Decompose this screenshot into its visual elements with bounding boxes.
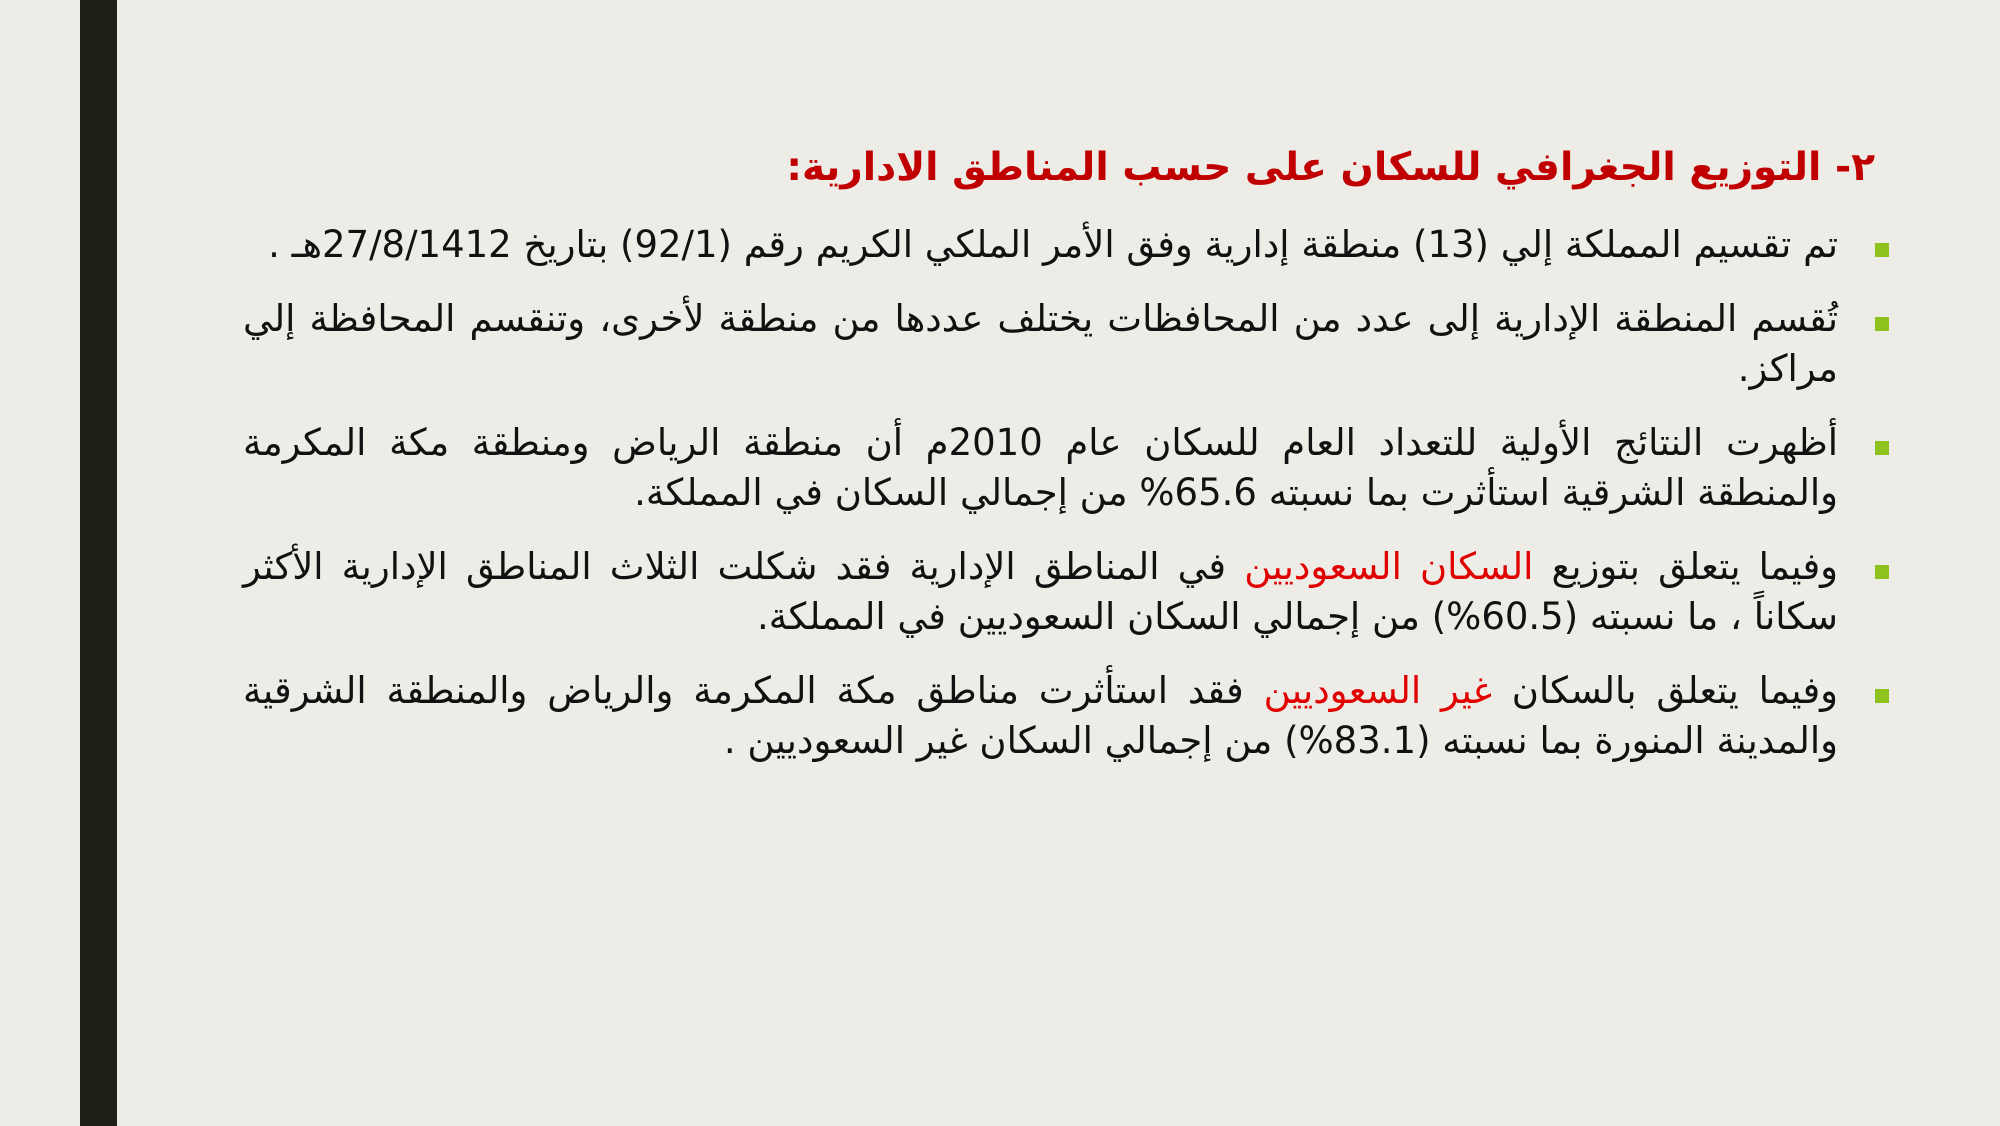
bullet-item (243, 542, 1903, 642)
bullet-text: تم تقسيم المملكة إلي (13) منطقة إدارية وفق الأمر الملكي الكريم رقم (92/1) بتاريخ 27/8/1412هـ . (268, 223, 1838, 266)
square-bullet-icon (1875, 317, 1889, 331)
bullet-text: أظهرت النتائج الأولية للتعداد العام للسكان عام 2010م أن منطقة الرياض ومنطقة مكة المكرمة والمنطقة الشرقية استأثرت بما نسبته 65.6% من إجمالي السكان في المملكة. (243, 421, 1838, 514)
square-bullet-icon (1875, 243, 1889, 257)
square-bullet-icon (1875, 689, 1889, 703)
bullet-text-end: فقد استأثرت مناطق مكة المكرمة والرياض والمنطقة الشرقية والمدينة المنورة بما نسبته (83.1%) من إجمالي السكان غير السعوديين . (243, 669, 1838, 762)
left-accent-bar (80, 0, 117, 1126)
bullet-text-start: وفيما يتعلق بتوزيع (1533, 545, 1838, 588)
bullet-item (243, 418, 1903, 518)
square-bullet-icon (1875, 441, 1889, 455)
bullet-item (243, 294, 1903, 394)
bullet-text: تُقسم المنطقة الإدارية إلى عدد من المحافظات يختلف عددها من منطقة لأخرى، وتنقسم المحافظة إلي مراكز. (243, 297, 1838, 390)
highlighted-term: السكان السعوديين (1244, 545, 1534, 588)
bullet-text (243, 666, 1838, 766)
square-bullet-icon (1875, 565, 1889, 579)
highlighted-term: غير السعوديين (1263, 669, 1492, 712)
slide-title: ٢- التوزيع الجغرافي للسكان على حسب المناطق الادارية: (786, 145, 1875, 190)
bullet-text (243, 542, 1838, 642)
bullet-item (243, 666, 1903, 766)
bullet-text-start: وفيما يتعلق بالسكان (1491, 669, 1839, 712)
bullet-list (243, 220, 1903, 790)
bullet-item (243, 220, 1903, 270)
bullet-text-end: في المناطق الإدارية فقد شكلت الثلاث المناطق الإدارية الأكثر سكاناً ، ما نسبته (60.5%) من إجمالي السكان السعوديين في المملكة. (243, 545, 1838, 638)
